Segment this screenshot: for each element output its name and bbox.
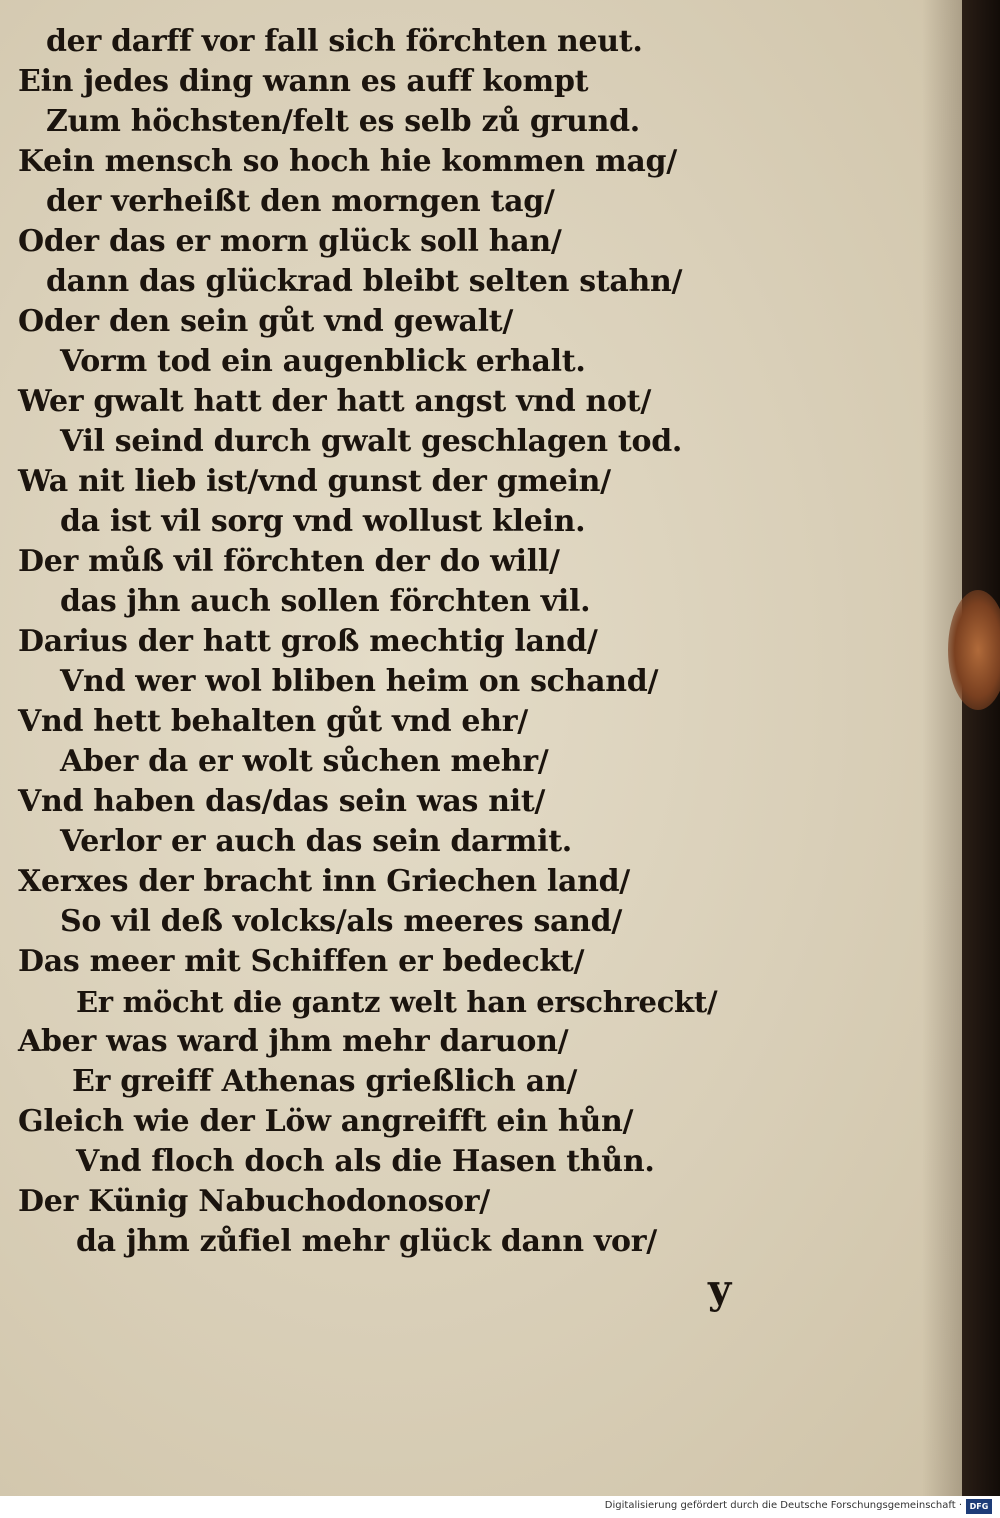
- verse-line: Ein jedes ding wann es auff kompt: [18, 64, 589, 99]
- verse-line: Wa nit lieb ist/vnd gunst der gmein/: [18, 464, 611, 499]
- verse-line: Er greiff Athenas grießlich an/: [72, 1064, 578, 1099]
- dfg-logo-icon: DFG: [966, 1499, 992, 1514]
- footer-bar: [0, 1496, 1000, 1518]
- signature-mark: y: [708, 1266, 732, 1313]
- verse-line: Xerxes der bracht inn Griechen land/: [18, 864, 630, 899]
- verse-line: Vorm tod ein augenblick erhalt.: [60, 344, 586, 379]
- page-edge-shadow: [922, 0, 962, 1496]
- verse-line: Wer gwalt hatt der hatt angst vnd not/: [18, 384, 651, 419]
- verse-line: Vnd haben das/das sein was nit/: [18, 784, 546, 819]
- verse-line: der darff vor fall sich förchten neut.: [46, 24, 643, 59]
- verse-line: der verheißt den morngen tag/: [46, 184, 555, 219]
- verse-line: Kein mensch so hoch hie kommen mag/: [18, 144, 677, 179]
- verse-line: Aber was ward jhm mehr daruon/: [18, 1024, 569, 1059]
- verse-line: das jhn auch sollen förchten vil.: [60, 584, 591, 619]
- verse-line: Vnd hett behalten gůt vnd ehr/: [18, 704, 528, 739]
- footer-credit-text: Digitalisierung gefördert durch die Deutsche Forschungsgemeinschaft ·: [604, 1500, 962, 1511]
- verse-line: Er möcht die gantz welt han erschreckt/: [76, 985, 718, 1019]
- verse-line: Oder den sein gůt vnd gewalt/: [18, 304, 513, 339]
- verse-line: Vil seind durch gwalt geschlagen tod.: [60, 424, 683, 459]
- verse-line: Gleich wie der Löw angreifft ein hůn/: [18, 1104, 634, 1139]
- verse-line: Zum höchsten/felt es selb zů grund.: [46, 104, 640, 139]
- verse-line: So vil deß volcks/als meeres sand/: [60, 904, 623, 939]
- verse-line: da jhm zůfiel mehr glück dann vor/: [76, 1224, 657, 1259]
- scan-border: [962, 0, 1000, 1496]
- verse-line: Darius der hatt groß mechtig land/: [18, 624, 598, 659]
- verse-line: da ist vil sorg vnd wollust klein.: [60, 504, 586, 539]
- verse-line: Vnd floch doch als die Hasen thůn.: [76, 1144, 655, 1179]
- verse-line: Oder das er morn glück soll han/: [18, 224, 562, 259]
- page-stain: [948, 590, 1000, 710]
- verse-line: dann das glückrad bleibt selten stahn/: [46, 264, 683, 299]
- verse-line: Das meer mit Schiffen er bedeckt/: [18, 944, 585, 979]
- verse-line: Verlor er auch das sein darmit.: [60, 824, 572, 859]
- verse-line: Vnd wer wol bliben heim on schand/: [60, 664, 659, 699]
- verse-line: Der můß vil förchten der do will/: [18, 544, 560, 579]
- verse-line: Der Künig Nabuchodonosor/: [18, 1184, 490, 1219]
- verse-line: Aber da er wolt sůchen mehr/: [60, 744, 549, 779]
